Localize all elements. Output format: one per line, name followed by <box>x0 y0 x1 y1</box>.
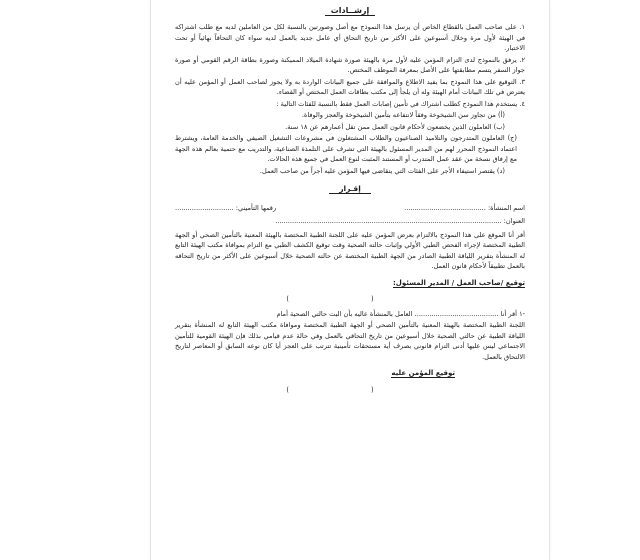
document-body <box>175 6 525 399</box>
sub-item: (أ) من تجاوز سن الشيخوخة وفقاً لانتفاعه بتأمين الشيخوخة والعجز والوفاة. <box>301 111 505 119</box>
insured-signature-brackets[interactable]: ( ) <box>286 385 414 394</box>
address-row <box>175 216 525 227</box>
insurance-number-field[interactable]: رقمها التأميني: ............................ <box>175 203 277 212</box>
establishment-row <box>175 203 525 214</box>
employer-signature-brackets[interactable]: ( ) <box>286 295 414 303</box>
acknowledgement-text: أقر أنا الموقع على هذا النموذج بالالتزام بعرض المؤمن عليه على اللجنة الطبية المختصة بالهيئة المعنية بالتأمين الصحي أو الجهة الطبية المختصة لإجراء الفحص الطبي الأولي وإثبات حالته الصحية وقت توقيع الكشف الطبي مع التزام بموافاة مكتب الهيئة التابع له المنشأة بتقرير اللياقة الطبية الصادر من الجهة الطبية المختصة عن حالته الصحية خلال أسبوعين على الأكثر من تاريخ التحاقه بالعمل تطبيقاً لأحكام قانون العمل. <box>175 230 525 270</box>
second-acknowledgement-text: اللجنة الطبية المختصة بالهيئة المعنية بالتأمين الصحي أو الجهة الطبية المختصة وموافاة مكتب الهيئة التابع له المنشأة بتقرير اللياقة الطبية عن حالتي الصحية خلال أسبوعين من تاريخ التحاقي بالعمل وفي حالة عدم قيامي بذلك فإن الهيئة القومية للتأمين الاجتماعي ليس عليها أدنى التزام قانوني بصرف أية مستحقات تأمينية تترتب على العجز أيا كان نوعه السابق أو المعاصر لتاريخ الالتحاق بالعمل. <box>175 321 525 361</box>
instructions-title: إرشــادات <box>175 6 525 16</box>
establishment-name-field[interactable]: اسم المنشأة: ....................................... <box>404 203 525 212</box>
second-acknowledgement-prefix: -١ أقر أنا ........................................ العامل بالمنشأة عاليه بأن البت حالتي الصحية أمام <box>276 309 525 318</box>
sub-item: (د) يقتصر استيفاء الأجر على الفئات التي يتقاضى فيها المؤمن عليه أجراً من صاحب العمل. <box>259 166 505 175</box>
sub-item: (ب) العاملون الذين يخضعون لأحكام قانون العمل ممن تقل أعمارهم عن ١٨ سنة. <box>285 122 505 131</box>
instruction-item: ٣. التوقيع على هذا النموذج بما يفيد الاطلاع والموافقة على جميع البيانات الواردة به ولا يجوز لصاحب العمل أو المؤمن عليه أن يعترض في تلك البيانات أمام الهيئة وله أن يلجأ إلى مكتب بطاقات العمل المختص أو القضاء. <box>175 77 525 96</box>
instruction-item: ٤. يستخدم هذا النموذج كطلب اشتراك في تأمين إصابات العمل فقط بالنسبة للفئات التالية : <box>276 99 525 108</box>
instruction-item: ٢. يرفق بالنموذج لدى التزام المؤمن عليه لأول مرة بالهيئة صورة شهادة الميلاد المميكنة وصورة بطاقة الرقم القومي أو صورة جواز السفر يتسم مطابقتها على الأصل بمعرفة الموظف المختص. <box>175 55 525 74</box>
sub-item: (ج) العاملون المتدرجون والتلاميذ الصناعيون والطلاب المشتغلون في مشروعات التشغيل الصيفي والخدمة العامة، ويشترط اعتماد النموذج المحرر لهم من المدير المسئول بالهيئة التي تشرف على التلمذة الصناعية، والتدريب مع حتمية بعالم هذه الجهة مع إرفاق نسخة من عقد عمل المتدرب أو المستند المثبت لنوع العمل في جميع هذه الحالات. <box>175 134 517 163</box>
acknowledgement-title: إقـرار <box>175 184 525 195</box>
address-field[interactable]: العنوان: ............................................................................................................ <box>275 217 525 225</box>
insured-signature-label: توقيع المؤمن عليه <box>391 369 455 377</box>
document-page <box>150 0 550 560</box>
employer-signature-label: توقيع /صاحب العمل / المدير المسئول: <box>392 278 525 287</box>
instruction-item: ١. على صاحب العمل بالقطاع الخاص أن يرسل هذا النموذج مع أصل وصورتين بالنسبة لكل من العاملين لديه مع طلب اشتراكه في الهيئة لأول مرة وخلال أسبوعين على الأكثر من تاريخ التحاق أي عامل جديد بالعمل لديه سواء كان التحاقاً نهائياً أو تحت الاختبار. <box>175 23 525 52</box>
